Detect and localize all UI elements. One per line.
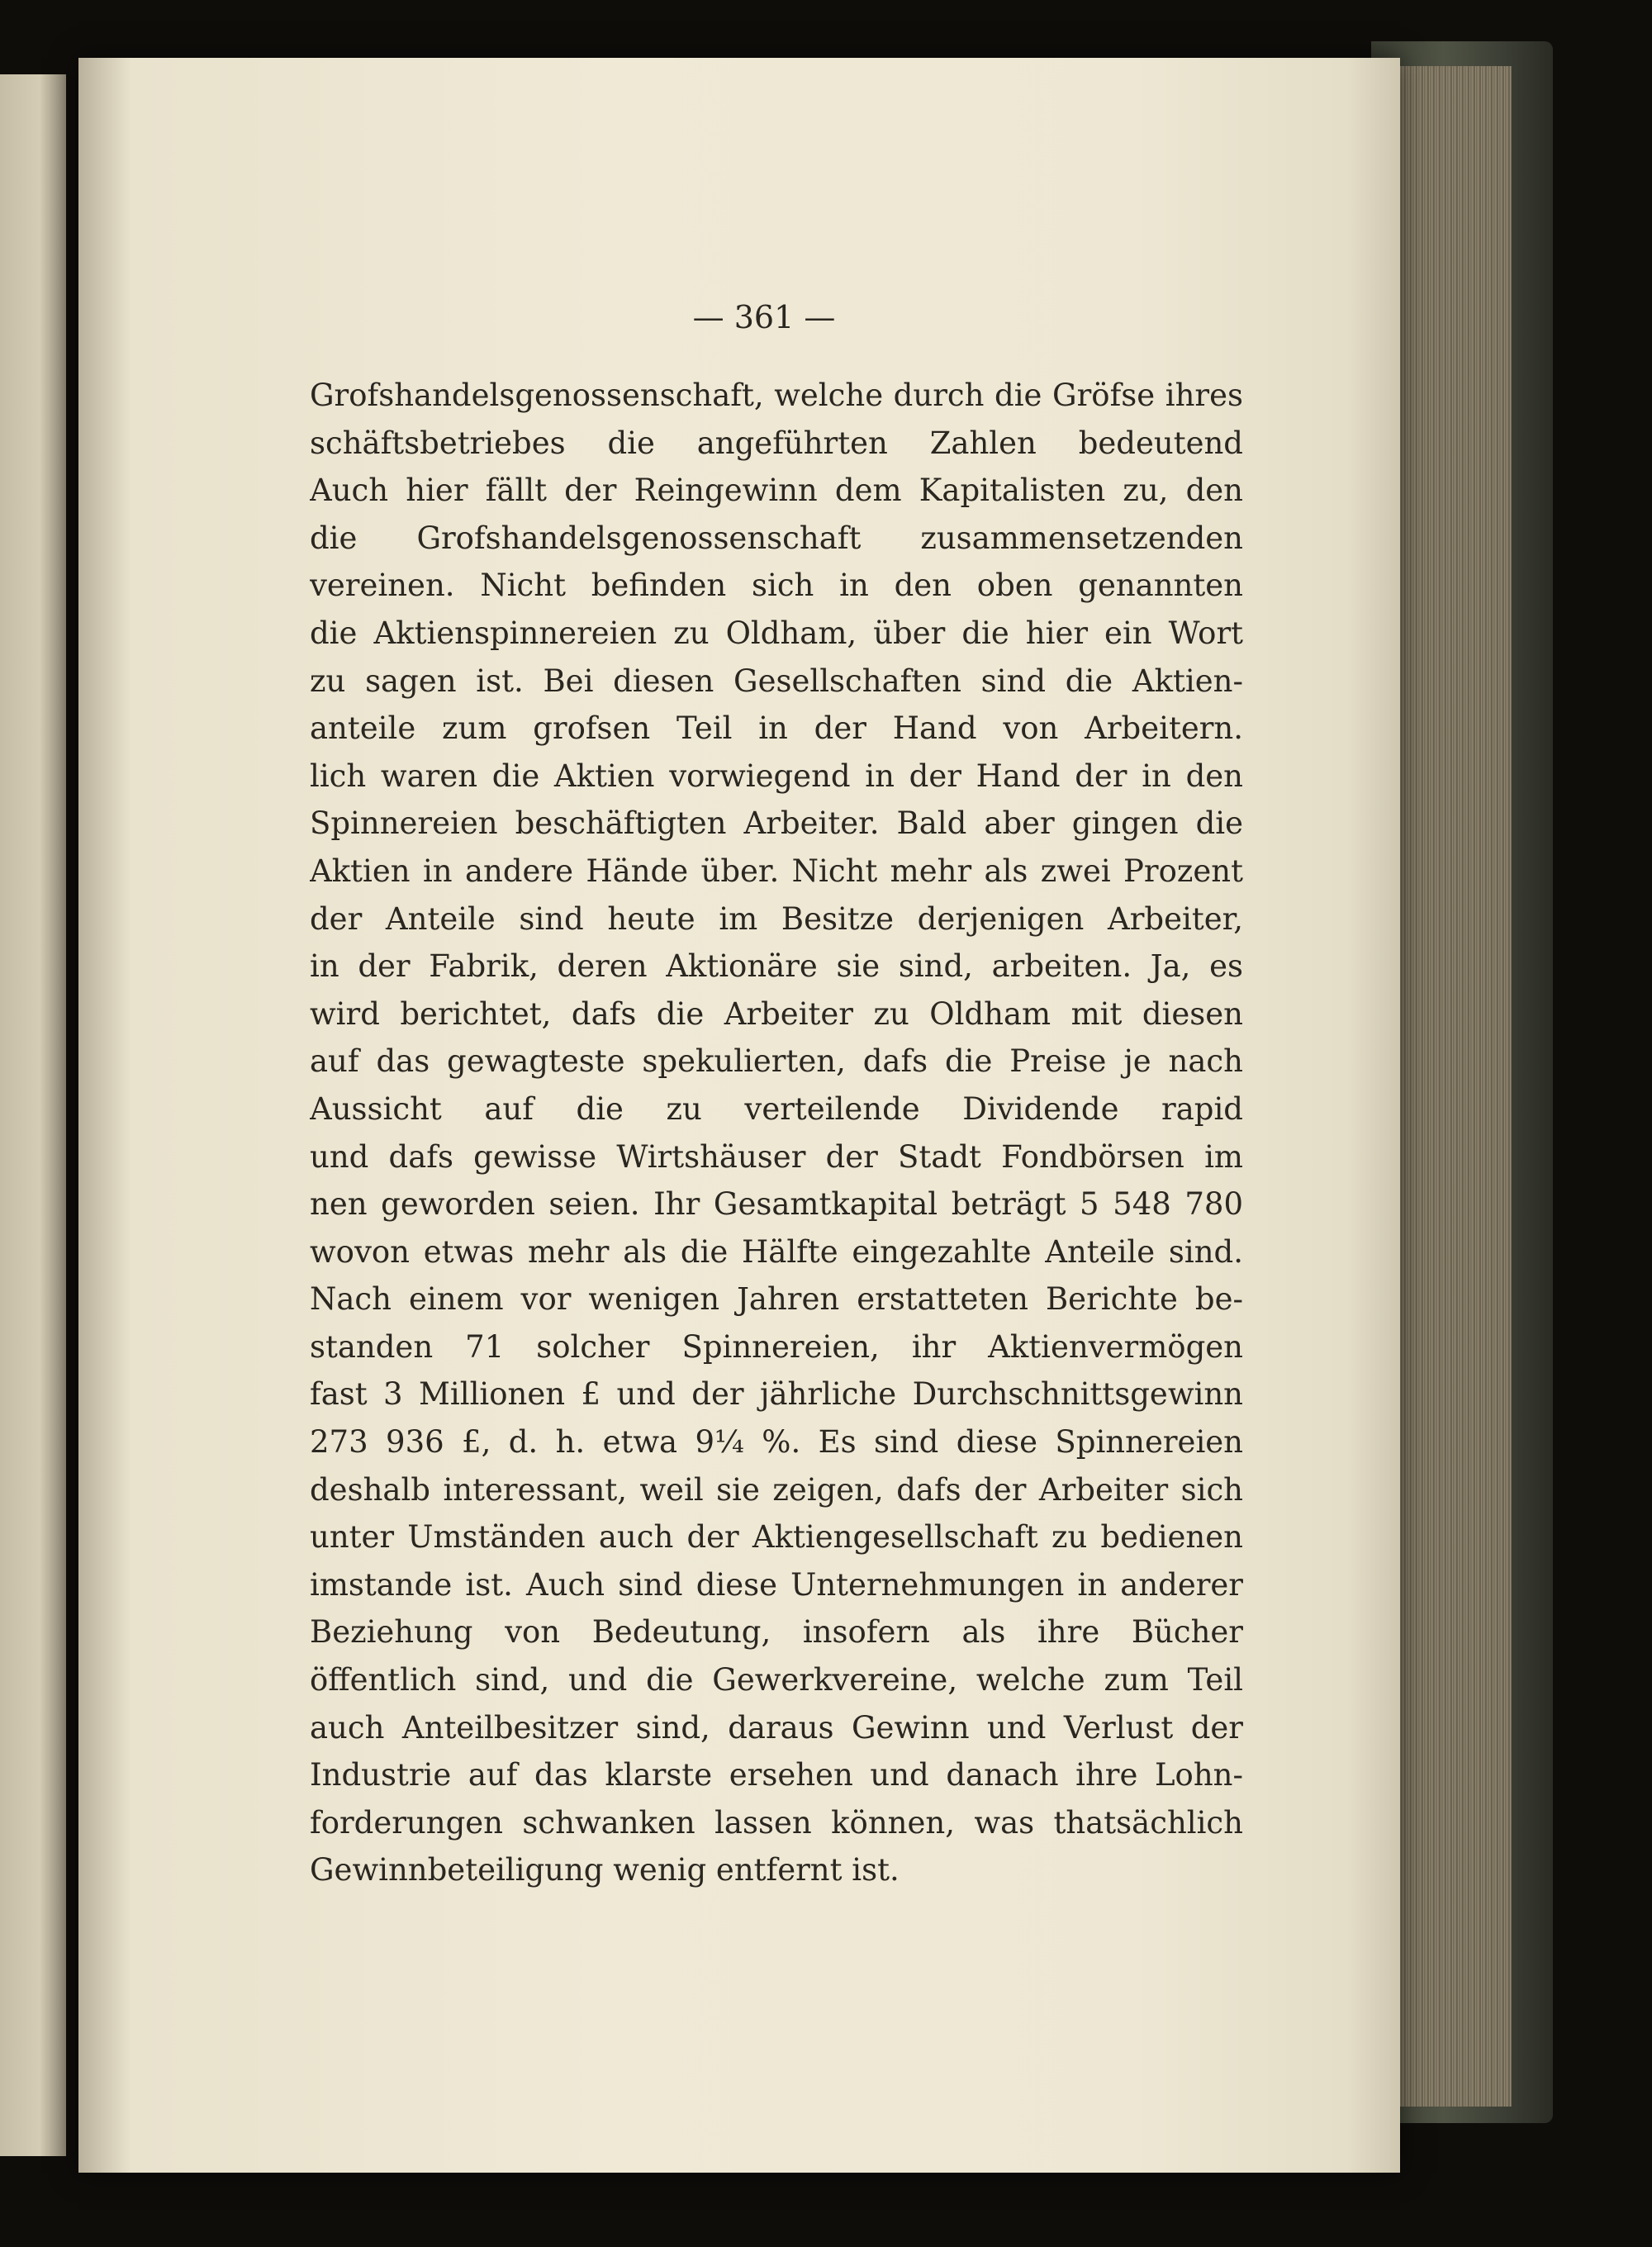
text-line: lich waren die Aktien vorwiegend in der Hand der in den (310, 758, 1243, 794)
text-line: die Aktienspinnereien zu Oldham, über die hier ein Wort (310, 615, 1243, 651)
text-line: standen 71 solcher Spinnereien, ihr Aktienvermögen (310, 1328, 1243, 1365)
text-line: schäftsbetriebes die angeführten Zahlen bedeutend (310, 425, 1243, 461)
text-line: auf das gewagteste spekulierten, dafs die Preise je nach (310, 1043, 1243, 1080)
book-page (78, 58, 1400, 2173)
text-line: vereinen. Nicht befinden sich in den oben genannten (310, 568, 1243, 604)
text-line: Beziehung von Bedeutung, insofern als ihre Bücher (310, 1614, 1243, 1651)
text-line: auch Anteilbesitzer sind, daraus Gewinn und Verlust der (310, 1709, 1243, 1746)
text-line: Grofshandelsgenossenschaft, welche durch die Gröfse ihres (310, 378, 1243, 413)
text-line: forderungen schwanken lassen können, was thatsächlich (310, 1804, 1243, 1841)
text-line: in der Fabrik, deren Aktionäre sie sind, arbeiten. Ja, es (310, 948, 1243, 985)
text-line: wovon etwas mehr als die Hälfte eingezahlte Anteile sind. (310, 1233, 1243, 1270)
text-line: Gewinnbeteiligung wenig entfernt ist. (310, 1852, 900, 1888)
text-line: die Grofshandelsgenossenschaft zusammensetzenden (310, 520, 1243, 556)
text-line: Spinnereien beschäftigten Arbeiter. Bald aber gingen die (310, 805, 1243, 842)
text-line: imstande ist. Auch sind diese Unternehmungen in anderer (310, 1566, 1243, 1603)
text-line: öffentlich sind, und die Gewerkvereine, welche zum Teil (310, 1662, 1243, 1698)
text-line: Aktien in andere Hände über. Nicht mehr als zwei Prozent (310, 853, 1243, 889)
text-line: und dafs gewisse Wirtshäuser der Stadt Fondbörsen im (310, 1138, 1243, 1175)
text-line: zu sagen ist. Bei diesen Gesellschaften sind die Aktien- (310, 663, 1243, 699)
text-line: Nach einem vor wenigen Jahren erstatteten Berichte be- (310, 1281, 1243, 1318)
page-number: — 361 — (692, 299, 836, 335)
text-line: Industrie auf das klarste ersehen und danach ihre Lohn- (310, 1757, 1243, 1793)
text-line: fast 3 Millionen £ und der jährliche Durchschnittsgewinn (310, 1376, 1243, 1413)
text-line: deshalb interessant, weil sie zeigen, dafs der Arbeiter sich (310, 1471, 1243, 1508)
text-line: 273 936 £, d. h. etwa 9¼ %. Es sind diese Spinnereien (310, 1424, 1243, 1461)
text-line: anteile zum grofsen Teil in der Hand von Arbeitern. (310, 710, 1243, 747)
text-line: Aussicht auf die zu verteilende Dividende rapid (310, 1090, 1243, 1127)
text-line: nen geworden seien. Ihr Gesamtkapital beträgt 5 548 780 (310, 1186, 1243, 1223)
body-text (310, 372, 1243, 1894)
text-line: Auch hier fällt der Reingewinn dem Kapitalisten zu, den (310, 473, 1243, 509)
facing-page-edge (0, 74, 66, 2156)
text-line: wird berichtet, dafs die Arbeiter zu Oldham mit diesen (310, 995, 1243, 1032)
text-line: der Anteile sind heute im Besitze derjenigen Arbeiter, (310, 900, 1243, 937)
text-line: unter Umständen auch der Aktiengesellschaft zu bedienen (310, 1519, 1243, 1556)
